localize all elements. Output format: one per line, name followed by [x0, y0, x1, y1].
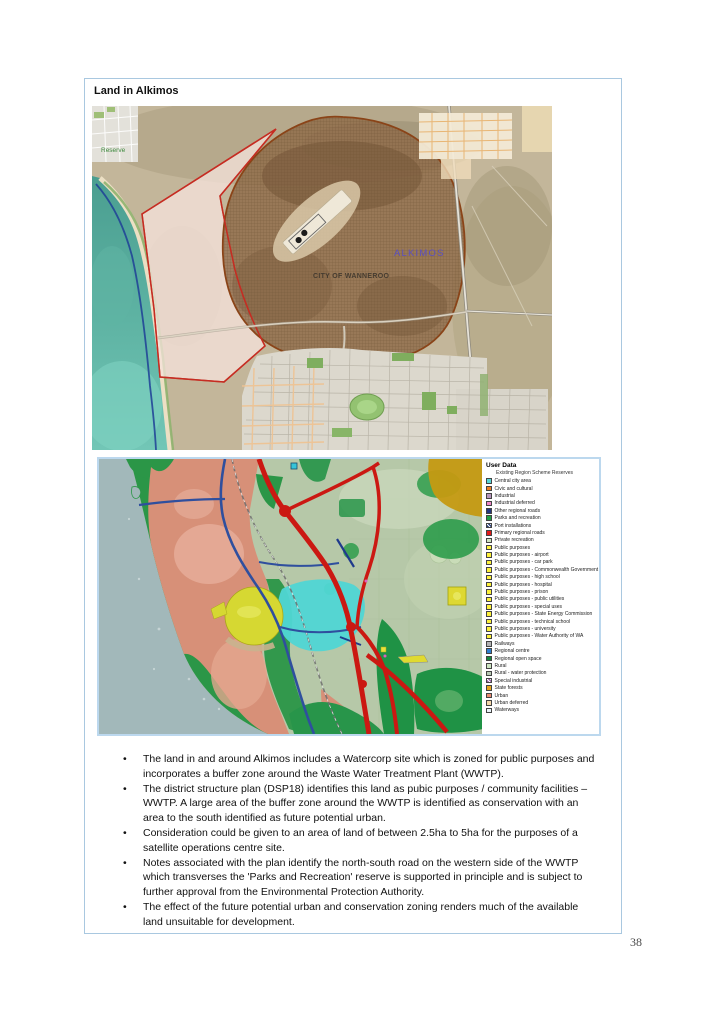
legend-item [486, 596, 597, 603]
legend-item [486, 566, 597, 573]
legend-swatch [486, 575, 492, 581]
legend-swatch [486, 634, 492, 640]
legend-subtitle: Existing Region Scheme Reserves [496, 470, 573, 476]
legend-item [486, 500, 597, 507]
legend-swatch [486, 545, 492, 551]
legend-swatch [486, 678, 492, 684]
legend-label: Urban deferred [494, 699, 529, 706]
legend-label: Public purposes - prison [494, 589, 549, 596]
legend-items [486, 478, 597, 715]
legend-swatch [486, 671, 492, 677]
legend-label: Public purposes - airport [494, 552, 549, 559]
legend-swatch [486, 552, 492, 558]
legend-swatch [486, 501, 492, 507]
legend-swatch [486, 478, 492, 484]
legend-label: Public purposes - university [494, 626, 556, 632]
legend-item [486, 707, 597, 714]
legend-item [486, 485, 597, 492]
legend-item [486, 492, 597, 499]
legend-label: Civic and cultural [494, 485, 533, 492]
legend-swatch [486, 493, 492, 499]
legend-label: Public purposes - car park [494, 559, 553, 566]
legend-item [486, 588, 597, 595]
legend-label: Port installations [494, 522, 532, 529]
legend-label: Rural [494, 662, 507, 669]
legend-swatch [486, 486, 492, 492]
legend-item [486, 633, 597, 640]
legend-swatch [486, 515, 492, 521]
legend-swatch [486, 708, 492, 714]
reserve-label: Reserve [101, 147, 126, 154]
legend-swatch [486, 523, 492, 529]
legend-label: Waterways [494, 707, 520, 714]
legend-swatch [486, 589, 492, 595]
bullet-text: The effect of the future potential urban and conservation zoning renders much of the available land unsuitable for development. [143, 900, 579, 928]
legend-label: Public purposes - special uses [494, 603, 563, 610]
legend-item [486, 670, 597, 677]
legend-swatch [486, 700, 492, 706]
legend-label: Special industrial [494, 677, 533, 684]
legend-swatch [486, 663, 492, 669]
legend-swatch [486, 582, 492, 588]
legend-label: Regional open space [494, 655, 542, 662]
alkimos-label: ALKIMOS [394, 248, 445, 259]
legend-swatch [486, 619, 492, 625]
page-title: Land in Alkimos [94, 85, 179, 97]
legend-item [486, 618, 597, 625]
legend-title: User Data [486, 462, 517, 469]
legend-label: Private recreation [494, 537, 534, 544]
legend-item [486, 529, 597, 536]
legend-item [486, 522, 597, 529]
legend-label: Industrial deferred [494, 500, 535, 507]
bullet-list [123, 752, 601, 930]
legend-item [486, 611, 597, 618]
legend-swatch [486, 611, 492, 617]
legend-item [486, 507, 597, 514]
bullet-item [123, 856, 601, 900]
aerial-map-image [92, 106, 552, 450]
legend-item [486, 677, 597, 684]
legend-label: Public purposes - high school [494, 574, 560, 581]
bullet-item [123, 782, 601, 826]
legend-swatch [486, 538, 492, 544]
aerial-map [92, 106, 552, 450]
legend-label: Railways [494, 640, 515, 647]
bullet-marker: • [123, 856, 127, 869]
legend-swatch [486, 656, 492, 662]
legend-item [486, 647, 597, 654]
bullet-marker: • [123, 753, 127, 765]
bullet-item [123, 826, 601, 856]
legend-item [486, 692, 597, 699]
bullet-text: Consideration could be given to an area of land of between 2.5ha to 5ha for the purposes of a satellite operations centre site. [143, 826, 578, 854]
legend-item [486, 581, 597, 588]
legend-item [486, 574, 597, 581]
map-legend [482, 459, 599, 734]
legend-swatch [486, 693, 492, 699]
bullet-item [123, 900, 601, 930]
legend-label: State forests [494, 685, 523, 692]
legend-label: Public purposes - Commonwealth Government [494, 566, 599, 573]
legend-swatch [486, 626, 492, 632]
legend-item [486, 684, 597, 691]
legend-item [486, 655, 597, 662]
legend-swatch [486, 597, 492, 603]
legend-label: Industrial [494, 492, 515, 499]
legend-item [486, 559, 597, 566]
bullet-marker: • [123, 900, 127, 913]
legend-item [486, 625, 597, 632]
content-box [84, 78, 622, 934]
legend-label: Public purposes - technical school [494, 618, 571, 625]
legend-swatch [486, 604, 492, 610]
legend-label: Public purposes [494, 544, 531, 551]
page-number: 38 [630, 935, 642, 949]
legend-swatch [486, 508, 492, 514]
zoning-map [97, 457, 601, 736]
legend-label: Other regional roads [494, 507, 541, 514]
legend-item [486, 699, 597, 706]
legend-swatch [486, 641, 492, 647]
legend-item [486, 640, 597, 647]
legend-label: Primary regional roads [494, 529, 545, 536]
legend-item [486, 544, 597, 551]
legend-label: Parks and recreation [494, 515, 541, 522]
legend-label: Public purposes - hospital [494, 581, 552, 588]
legend-swatch [486, 567, 492, 573]
legend-item [486, 537, 597, 544]
legend-label: Public purposes - State Energy Commission [494, 611, 593, 618]
bullet-marker: • [123, 782, 127, 795]
legend-label: Rural - water protection [494, 670, 547, 677]
legend-item [486, 514, 597, 521]
legend-label: Public purposes - public utilities [494, 596, 565, 603]
legend-label: Urban [494, 692, 509, 699]
legend-label: Regional centre [494, 648, 530, 655]
legend-item [486, 551, 597, 558]
legend-swatch [486, 530, 492, 536]
legend-label: Central city area [494, 478, 531, 485]
legend-swatch [486, 685, 492, 691]
legend-swatch [486, 560, 492, 566]
legend-item [486, 662, 597, 669]
bullet-item [123, 752, 601, 782]
bullet-marker: • [123, 826, 127, 839]
legend-swatch [486, 648, 492, 654]
bullet-text: The district structure plan (DSP18) identifies this land as pubic purposes / community facilities – WWTP. A large area of the buffer zone around the WWTP is identified as conservation with an area to the south identified as future potential urban. [143, 782, 588, 825]
legend-item [486, 603, 597, 610]
city-of-wanneroo-label: CITY OF WANNEROO [313, 273, 390, 280]
legend-label: Public purposes - Water Authority of WA [494, 633, 584, 640]
bullet-text: Notes associated with the plan identify the north-south road on the western side of the WWTP which transverses the 'Parks and Recreation' reserve is supported in principle and is subject to further approval from the Environmental Protection Authority. [143, 856, 583, 899]
legend-item [486, 478, 597, 485]
bullet-text: The land in and around Alkimos includes a Watercorp site which is zoned for public purposes and incorporates a buffer zone around the Waste Water Treatment Plant (WWTP). [143, 753, 595, 780]
